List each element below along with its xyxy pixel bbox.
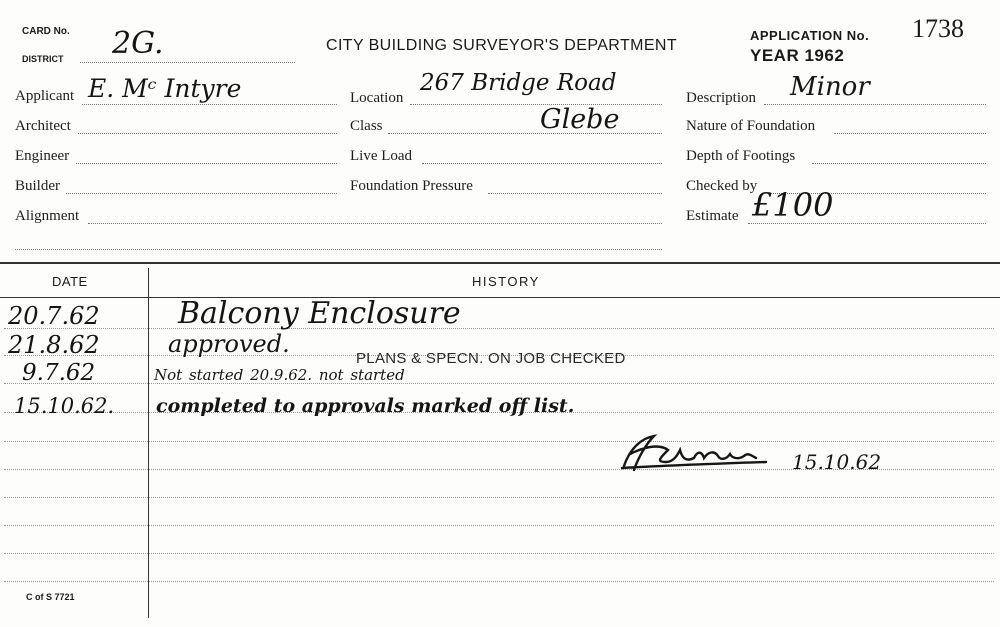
- description-value: Minor: [790, 72, 870, 102]
- extra-line: [15, 249, 662, 250]
- history-entry-text: approved.: [168, 330, 290, 358]
- live-load-line: [422, 163, 662, 164]
- history-rule: [4, 383, 994, 384]
- foundation-pressure-label: Foundation Pressure: [350, 178, 473, 194]
- card-no-underline: [80, 62, 295, 63]
- architect-line: [78, 133, 337, 134]
- history-entry-date: 9.7.62: [22, 360, 96, 386]
- location-line: [410, 104, 662, 105]
- depth-of-footings-line: [812, 163, 986, 164]
- alignment-label: Alignment: [15, 208, 80, 224]
- history-rule: [4, 497, 994, 498]
- card-no-value: 2G.: [112, 26, 164, 61]
- applicant-value: E. Mᶜ Intyre: [88, 74, 242, 103]
- date-column-divider: [148, 268, 149, 618]
- checked-stamp: PLANS & SPECN. ON JOB CHECKED: [356, 350, 626, 367]
- history-rule: [4, 525, 994, 526]
- location-label: Location: [350, 90, 404, 106]
- engineer-label: Engineer: [15, 148, 70, 164]
- foundation-pressure-line: [488, 193, 662, 194]
- description-label: Description: [686, 90, 756, 106]
- history-rule: [4, 328, 994, 329]
- signature-date: 15.10.62: [792, 450, 882, 474]
- history-entry-text: Balcony Enclosure: [178, 296, 461, 331]
- builder-label: Builder: [15, 178, 60, 194]
- year-label: YEAR 1962: [750, 46, 845, 65]
- class-label: Class: [350, 118, 383, 134]
- location-value: 267 Bridge Road: [420, 70, 617, 96]
- class-line: [388, 133, 662, 134]
- architect-label: Architect: [15, 118, 71, 134]
- form-number: C of S 7721: [26, 592, 75, 602]
- card-no-label: CARD No.: [22, 26, 70, 37]
- applicant-label: Applicant: [15, 88, 75, 104]
- history-entry-date: 21.8.62: [8, 331, 100, 359]
- estimate-label: Estimate: [686, 208, 739, 224]
- history-entry-date: 20.7.62: [8, 302, 100, 330]
- engineer-line: [76, 163, 337, 164]
- table-top-rule: [0, 262, 1000, 264]
- history-rule: [4, 553, 994, 554]
- history-rule: [4, 581, 994, 582]
- location-value-2: Glebe: [540, 104, 620, 135]
- depth-of-footings-label: Depth of Footings: [686, 148, 796, 164]
- nature-of-foundation-line: [834, 133, 986, 134]
- signature: [616, 428, 796, 474]
- live-load-label: Live Load: [350, 148, 413, 164]
- nature-of-foundation-label: Nature of Foundation: [686, 118, 816, 134]
- history-entry-text: completed to approvals marked off list.: [156, 395, 575, 417]
- applicant-line: [82, 104, 337, 105]
- history-column-header: HISTORY: [472, 274, 540, 289]
- alignment-line: [88, 223, 662, 224]
- department-title: CITY BUILDING SURVEYOR'S DEPARTMENT: [326, 37, 678, 54]
- estimate-value: £100: [752, 186, 834, 224]
- application-label: APPLICATION No.: [750, 28, 870, 43]
- checked-by-label: Checked by: [686, 178, 758, 194]
- application-number: 1738: [912, 14, 964, 43]
- history-rule: [4, 441, 994, 442]
- description-line: [764, 104, 986, 105]
- table-header-rule: [0, 297, 1000, 298]
- date-column-header: DATE: [52, 274, 88, 289]
- history-entry-date: 15.10.62.: [14, 394, 115, 418]
- builder-line: [66, 193, 337, 194]
- history-entry-text: Not started 20.9.62. not started: [154, 366, 405, 384]
- district-label: DISTRICT: [22, 54, 64, 64]
